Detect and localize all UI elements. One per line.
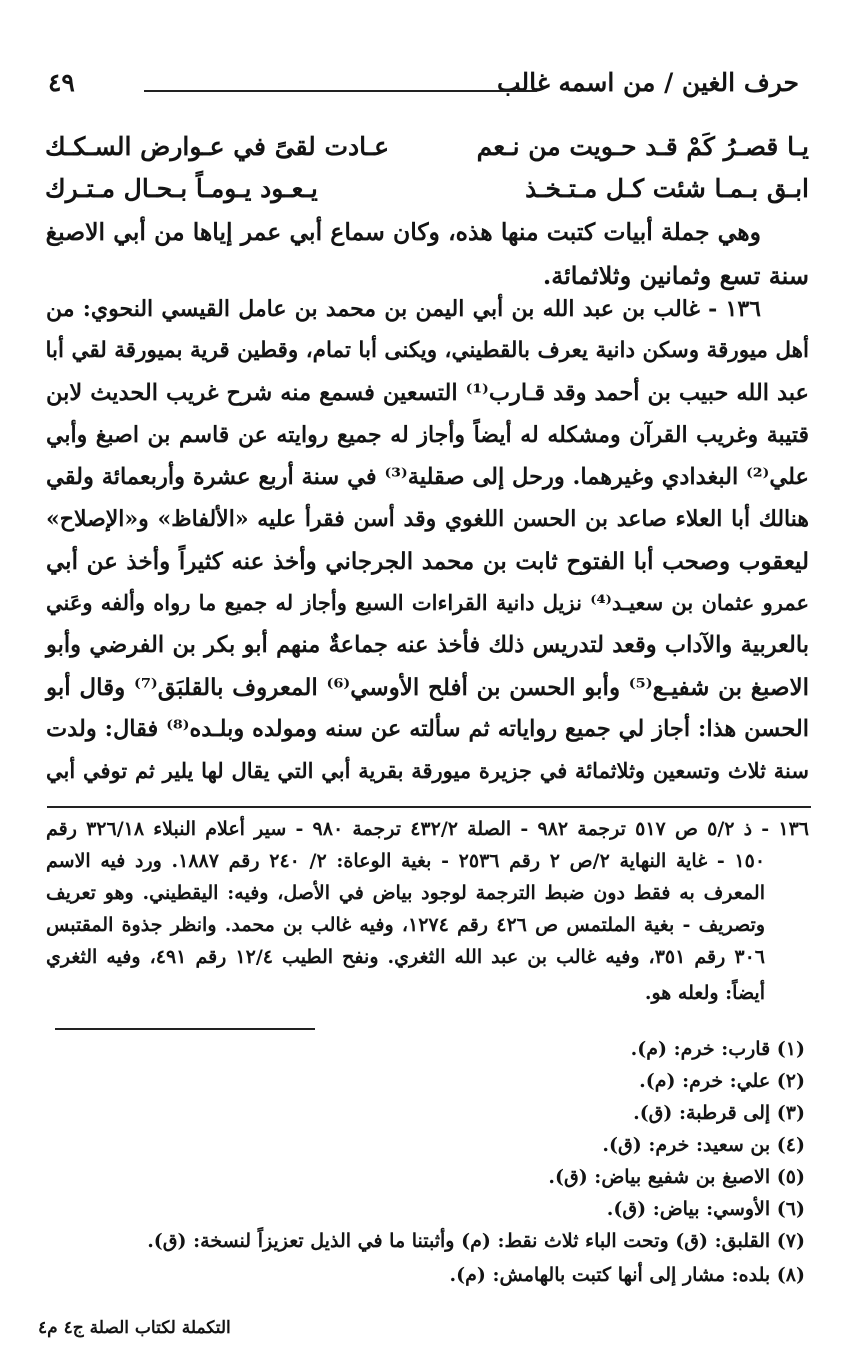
body-line: سنة ثلاث وتسعين وثلاثمائة في جزيرة ميورقة بقرية أبي التي يقال لها يلير ثم توفي أبي: [46, 758, 809, 783]
body-line: عمرو عثمان بن سعيـد⁽⁴⁾ نزيل دانية القراءات السبع وأجاز له جميع ما رواه وألفه وعَني: [46, 590, 809, 615]
body-line: قتيبة وغريب القرآن ومشكله له أيضاً وأجاز له جميع روايته عن قاسم بن اصبغ وأبي: [46, 422, 809, 448]
footnote-item: (٦) الأوسي: بياض: (ق).: [606, 1198, 805, 1220]
verse-second-hemistich: عـادت لقىً في عـوارض السـكـك: [45, 132, 390, 161]
source-note-line: ٣٠٦ رقم ٣٥١، وفيه غالب بن عبد الله الثغري. ونفح الطيب ١٢/٤ رقم ٤٩١، وفيه الثغري: [46, 946, 765, 968]
running-title: حرف الغين / من اسمه غالب: [496, 68, 799, 97]
body-line: عبد الله حبيب بن أحمد وقد قـارب⁽¹⁾ التسعين فسمع منه شرح غريب الحديث لابن: [46, 380, 809, 406]
verse-line: [45, 132, 809, 172]
body-line: الحسن هذا: أجاز لي جميع رواياته ثم سألته عن سنه ومولده وبلـده⁽⁸⁾ فقال: ولدت: [46, 716, 809, 742]
footnote-separator: [47, 806, 811, 808]
signature-mark: التكملة لكتاب الصلة ج٤ م٤: [38, 1318, 231, 1338]
body-line: الاصبغ بن شفيـع⁽⁵⁾ وأبو الحسن بن أفلح الأوسي⁽⁶⁾ المعروف بالقلبَق⁽⁷⁾ وقال أبو: [46, 674, 810, 701]
body-line: سنة تسع وثمانين وثلاثمائة.: [542, 261, 809, 290]
footnote-item: (٣) إلى قرطبة: (ق).: [633, 1102, 805, 1124]
source-note-line: المعرف به فقط دون ضبط الترجمة لوجود بياض في الأصل، وفيه: اليقطيني. وهو تعريف: [46, 882, 765, 904]
body-line: أهل ميورقة وسكن دانية يعرف بالقطيني، ويكنى أبا تمام، وقطين قرية بميورقة لقي أبا: [45, 338, 809, 363]
notes-separator: [55, 1028, 315, 1030]
page-footer: [0, 1318, 849, 1344]
body-line: وهي جملة أبيات كتبت منها هذه، وكان سماع أبي عمر إياها من أبي الاصبغ: [45, 218, 761, 246]
source-note-line: ١٣٦ - ذ ٥/٢ ص ٥١٧ ترجمة ٩٨٢ - الصلة ٤٣٢/٢ ترجمة ٩٨٠ - سير أعلام النبلاء ٣٢٦/١٨ رقم: [46, 818, 809, 840]
verse-first-hemistich: ابـق بـمـا شئت كـل مـتـخـذ: [525, 174, 809, 203]
footnote-item: (٨) بلده: مشار إلى أنها كتبت بالهامش: (م).: [449, 1264, 805, 1286]
footnote-item: (١) قارب: خرم: (م).: [630, 1038, 805, 1060]
page-number: ٤٩: [48, 68, 75, 97]
body-line: بالعربية والآداب وقعد لتدريس ذلك فأخذ عنه جماعةٌ منهم أبو بكر بن الفرضي وأبو: [46, 632, 809, 658]
footnote-item: (٢) علي: خرم: (م).: [639, 1070, 805, 1092]
entry-heading-line: ١٣٦ - غالب بن عبد الله بن أبي اليمن بن محمد بن عامل القيسي النحوي: من: [46, 296, 761, 322]
body-line: علي⁽²⁾ البغدادي وغيرهما. ورحل إلى صقلية⁽³⁾ في سنة أربع عشرة وأربعمائة ولقي: [46, 464, 809, 490]
footnote-item: (٥) الاصبغ بن شفيع بياض: (ق).: [548, 1166, 805, 1188]
verse-second-hemistich: يـعـود يـومـاً بـحـال مـتـرك: [45, 174, 318, 203]
verse-line: [45, 174, 809, 214]
source-note-line: أيضاً: ولعله هو.: [644, 982, 765, 1004]
footnote-item: (٤) بن سعيد: خرم: (ق).: [602, 1134, 805, 1156]
body-line: هنالك أبا العلاء صاعد بن الحسن اللغوي وقد أسن فقرأ عليه «الألفاظ» و«الإصلاح»: [46, 506, 809, 532]
verse-first-hemistich: يـا قصـرُ كَمْ قـد حـويت من نـعم: [476, 132, 809, 161]
body-line: ليعقوب وصحب أبا الفتوح ثابت بن محمد الجرجاني وأخذ عنه كثيراً وأخذ عن أبي: [46, 548, 809, 575]
footnote-item: (٧) القلبق: (ق) وتحت الباء ثلاث نقط: (م) وأثبتنا ما في الذيل تعزيزاً لنسخة: (ق).: [147, 1230, 805, 1252]
source-note-line: ١٥٠ - غاية النهاية ٢/ص ٢ رقم ٢٥٣٦ - بغية الوعاة: ٢/ ٢٤٠ رقم ١٨٨٧. ورد فيه الاسم: [46, 850, 766, 872]
source-note-line: وتصريف - بغية الملتمس ص ٤٢٦ رقم ١٢٧٤، وفيه غالب بن محمد. وانظر جذوة المقتبس: [46, 914, 765, 936]
page-header: [48, 68, 799, 108]
header-rule: [144, 90, 537, 92]
